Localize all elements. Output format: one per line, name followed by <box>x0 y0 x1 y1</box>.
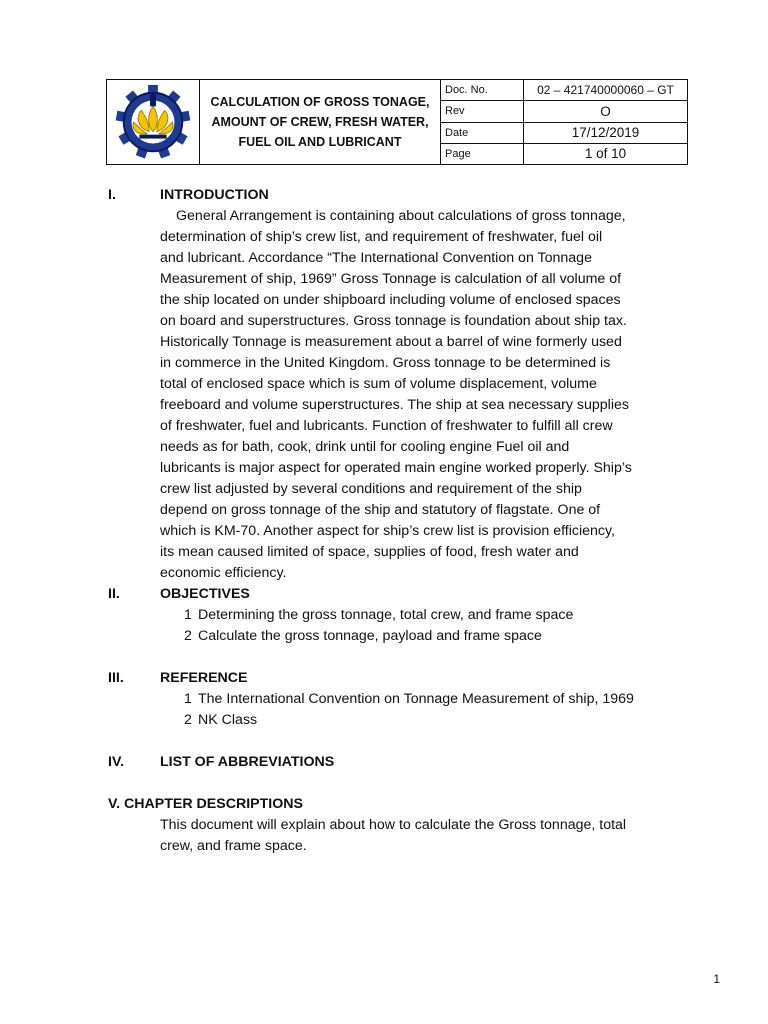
doc-no-label: Doc. No. <box>441 80 524 101</box>
introduction-paragraph <box>160 206 688 584</box>
list-text: NK Class <box>198 712 258 728</box>
paragraph-line: and lubricant. Accordance “The International Convention on Tonnage <box>160 250 592 266</box>
date-value: 17/12/2019 <box>524 122 688 143</box>
section-title: V. CHAPTER DESCRIPTIONS <box>108 796 303 812</box>
section-title: LIST OF ABBREVIATIONS <box>160 754 335 770</box>
title-line: CALCULATION OF GROSS TONAGE, <box>210 95 430 109</box>
paragraph-line: its mean caused limited of space, supplies of food, fresh water and <box>160 544 579 560</box>
objectives-heading <box>108 584 688 605</box>
paragraph-line: crew list adjusted by several conditions and requirement of the ship <box>160 481 582 497</box>
paragraph-line: Historically Tonnage is measurement about a barrel of wine formerly used <box>160 334 622 350</box>
objectives-list <box>184 605 688 647</box>
list-number: 2 <box>184 712 192 728</box>
list-text: The International Convention on Tonnage Measurement of ship, 1969 <box>198 691 634 707</box>
list-item <box>184 605 688 626</box>
paragraph-line: lubricants is major aspect for operated main engine worked properly. Ship’s <box>160 460 632 476</box>
paragraph-line: crew, and frame space. <box>160 838 307 854</box>
document-title <box>200 80 441 165</box>
list-number: 1 <box>184 691 192 707</box>
paragraph-line: This document will explain about how to calculate the Gross tonnage, total <box>160 817 627 833</box>
chapter-descriptions-heading <box>108 794 688 815</box>
section-title: REFERENCE <box>160 670 248 686</box>
paragraph-line: needs as for bath, cook, drink until for cooling engine Fuel oil and <box>160 439 570 455</box>
section-number: II. <box>108 586 120 602</box>
rev-value: O <box>524 101 688 122</box>
page-label: Page <box>441 143 524 164</box>
paragraph-line: on board and superstructures. Gross tonnage is foundation about ship tax. <box>160 313 627 329</box>
page-number: 1 <box>713 972 720 986</box>
list-item <box>184 689 688 710</box>
paragraph-line: total of enclosed space which is sum of volume displacement, volume <box>160 376 597 392</box>
document-body <box>108 185 688 857</box>
paragraph-line: General Arrangement is containing about calculations of gross tonnage, <box>176 208 626 224</box>
paragraph-line: in commerce in the United Kingdom. Gross tonnage to be determined is <box>160 355 611 371</box>
doc-no-value: 02 – 421740000060 – GT <box>524 80 688 101</box>
abbreviations-heading <box>108 752 688 773</box>
logo-cell <box>107 80 200 165</box>
paragraph-line: determination of ship’s crew list, and requirement of freshwater, fuel oil <box>160 229 603 245</box>
section-number: IV. <box>108 754 125 770</box>
list-number: 1 <box>184 607 192 623</box>
section-title: INTRODUCTION <box>160 187 269 203</box>
list-text: Determining the gross tonnage, total crew, and frame space <box>198 607 574 623</box>
list-item <box>184 710 688 731</box>
title-line: AMOUNT OF CREW, FRESH WATER, <box>211 115 429 129</box>
paragraph-line: freeboard and volume superstructures. The ship at sea necessary supplies <box>160 397 629 413</box>
paragraph-line: of freshwater, fuel and lubricants. Function of freshwater to fulfill all crew <box>160 418 613 434</box>
chapter-descriptions-paragraph <box>160 815 688 857</box>
paragraph-line: Measurement of ship, 1969” Gross Tonnage is calculation of all volume of <box>160 271 622 287</box>
paragraph-line: depend on gross tonnage of the ship and statutory of flagstate. One of <box>160 502 601 518</box>
title-line: FUEL OIL AND LUBRICANT <box>238 135 402 149</box>
rev-label: Rev <box>441 101 524 122</box>
introduction-heading <box>108 185 688 206</box>
reference-heading <box>108 668 688 689</box>
section-number: III. <box>108 670 124 686</box>
institution-logo-icon <box>114 83 192 161</box>
section-number: I. <box>108 187 116 203</box>
paragraph-line: which is KM-70. Another aspect for ship’s crew list is provision efficiency, <box>160 523 615 539</box>
list-item <box>184 626 688 647</box>
list-number: 2 <box>184 628 192 644</box>
date-label: Date <box>441 122 524 143</box>
page-value: 1 of 10 <box>524 143 688 164</box>
paragraph-line: the ship located on under shipboard including volume of enclosed spaces <box>160 292 621 308</box>
paragraph-line: economic efficiency. <box>160 565 287 581</box>
list-text: Calculate the gross tonnage, payload and frame space <box>198 628 542 644</box>
section-title: OBJECTIVES <box>160 586 250 602</box>
document-header-table <box>106 79 688 165</box>
reference-list <box>184 689 688 731</box>
